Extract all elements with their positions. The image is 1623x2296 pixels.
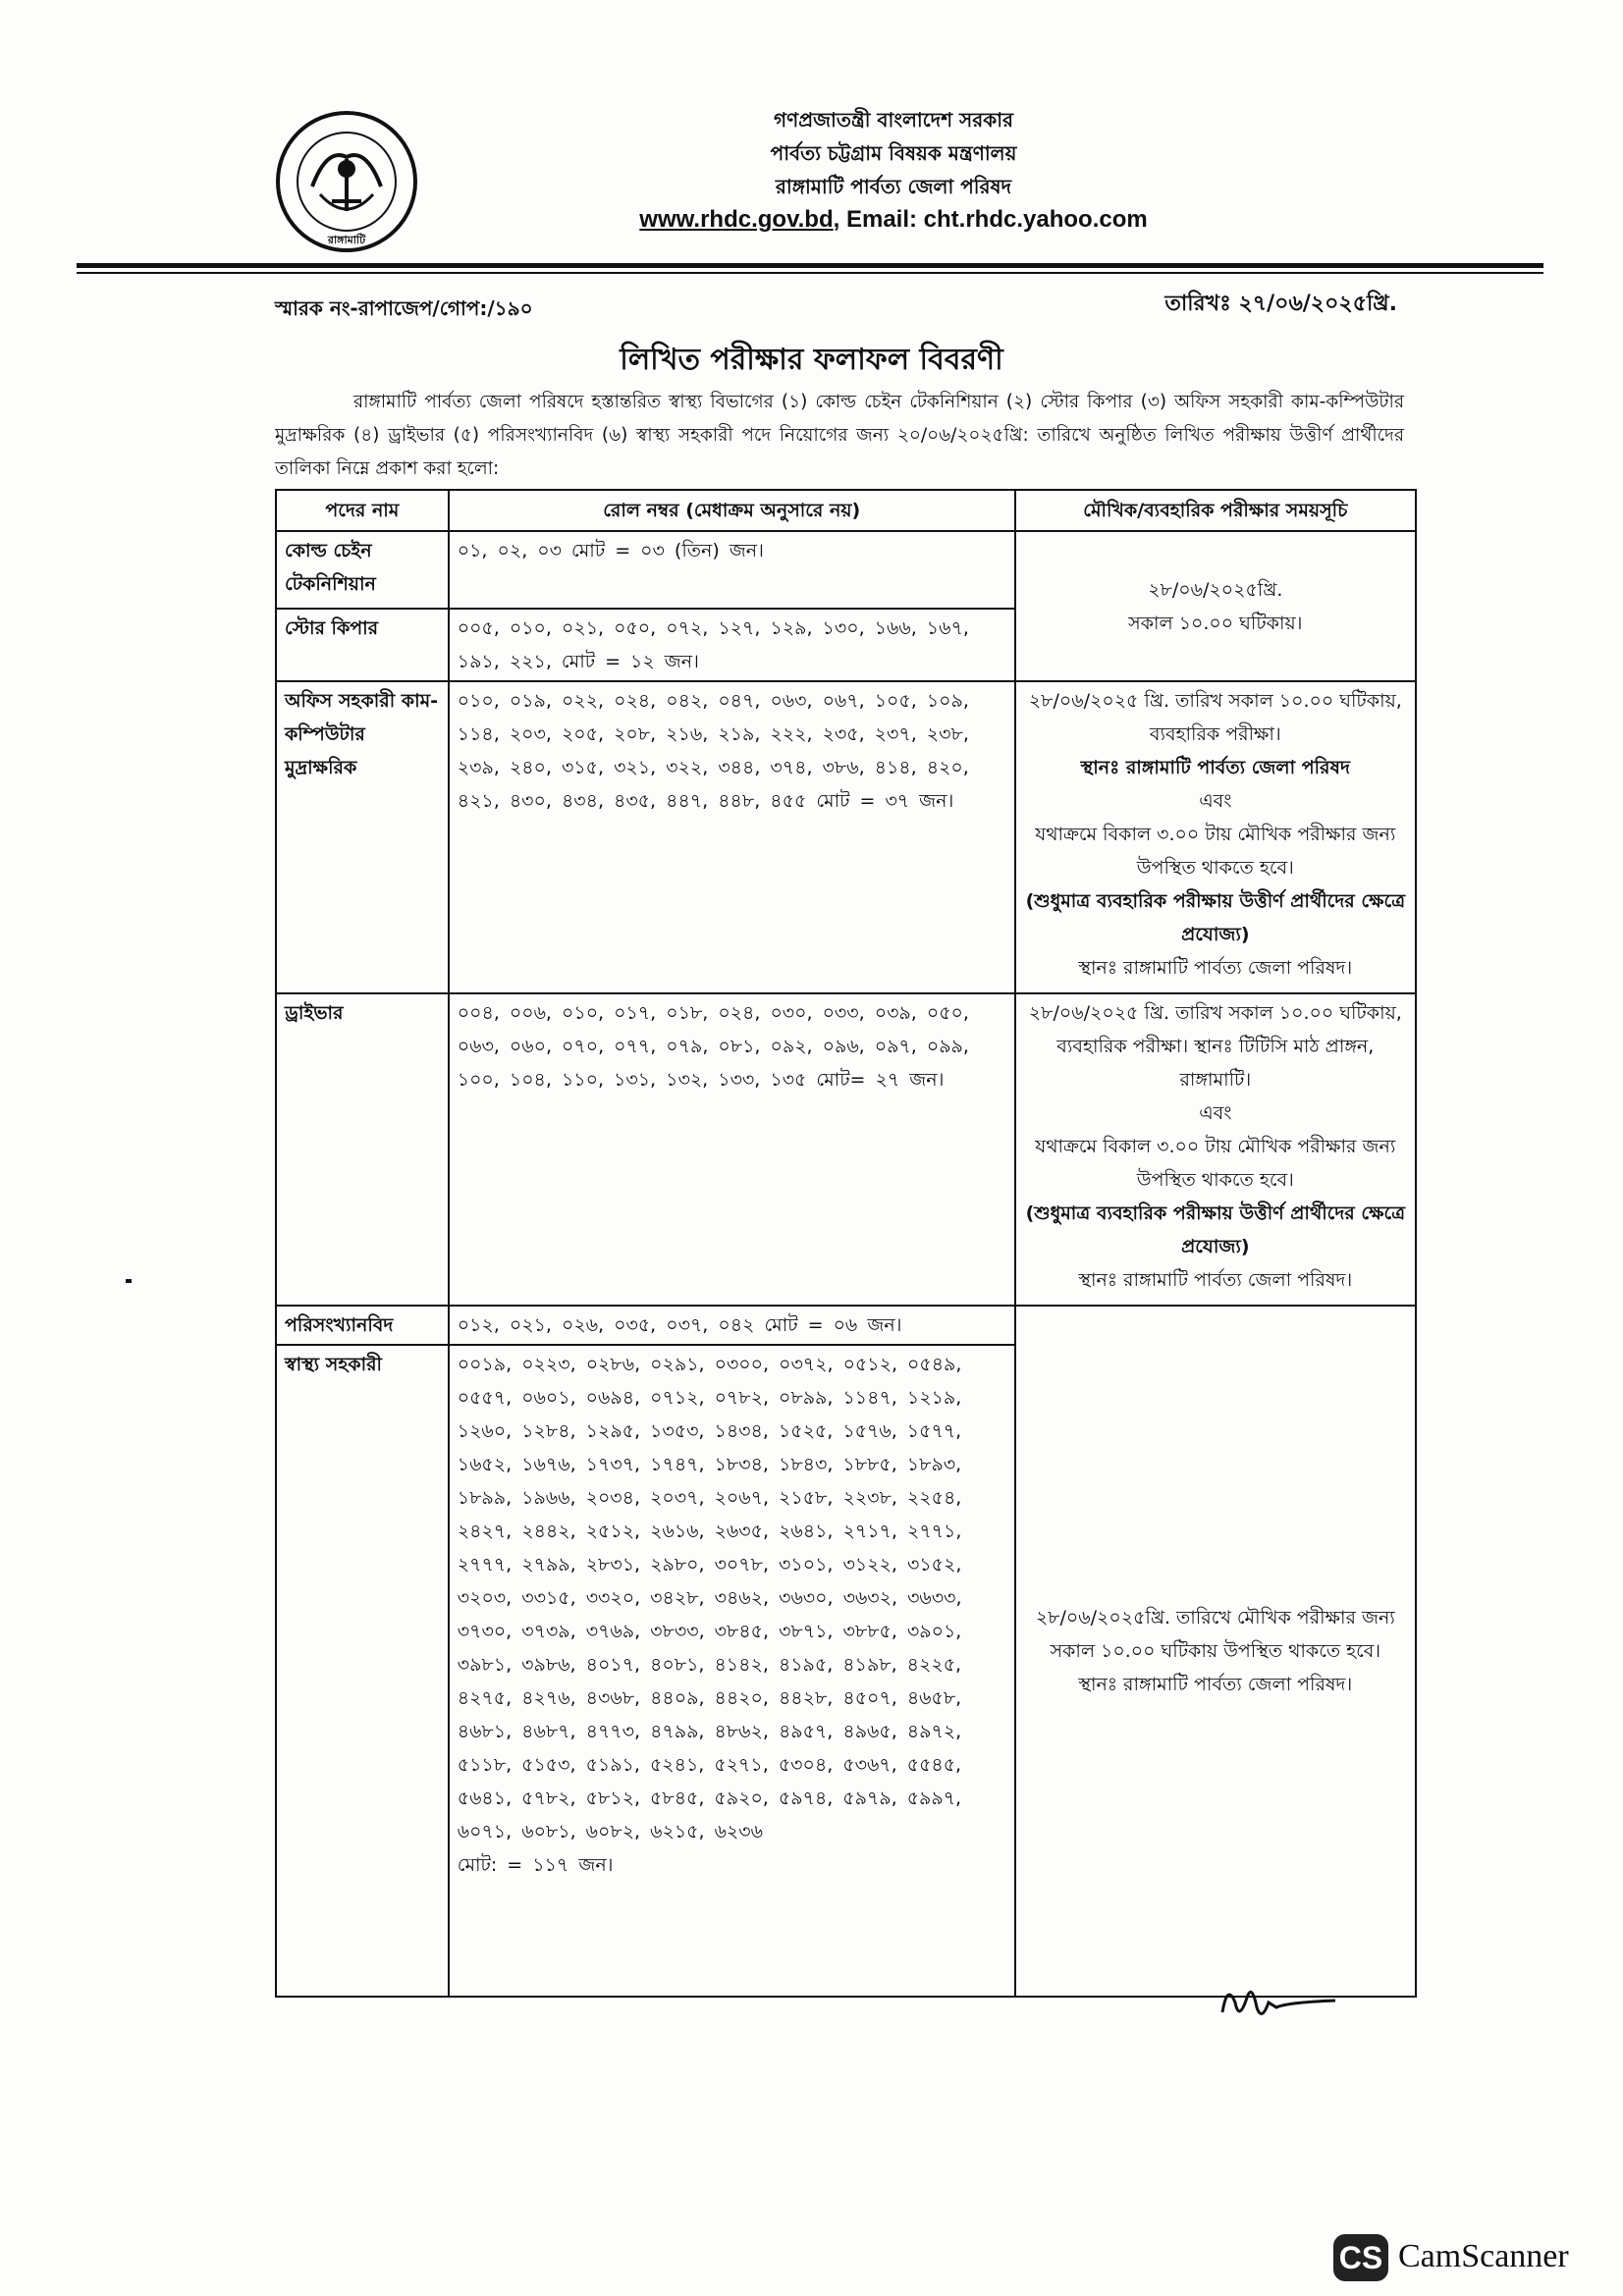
camscanner-name: CamScanner bbox=[1398, 2238, 1569, 2274]
roll-list: ০০১৯, ০২২৩, ০২৮৬, ০২৯১, ০৩০০, ০৩৭২, ০৫১২, ০৫৪৯, ০৫৫৭, ০৬০১, ০৬৯৪, ০৭১২, ০৭৮২, ০৮৯৯, ১১৪৭, ১২১৯, ১২৬০, ১২৮৪, ১২৯৫, ১৩৫৩, ১৪৩৪, ১৫২৫, ১৫৭৬, ১৫৭৭, ১৬৫২, ১৬৭৬, ১৭৩৭, ১৭৪৭, ১৮৩৪, ১৮৪৩, ১৮৮৫, ১৮৯৩, ১৮৯৯, ১৯৬৬, ২০৩৪, ২০৩৭, ২০৬৭, ২১৫৮, ২২৩৮, ২২৫৪, ২৪২৭, ২৪৪২, ২৫১২, ২৬১৬, ২৬৩৫, ২৬৪১, ২৭১৭, ২৭৭১, ২৭৭৭, ২৭৯৯, ২৮৩১, ২৯৮০, ৩০৭৮, ৩১০১, ৩১২২, ৩১৫২, ৩২০৩, ৩৩১৫, ৩৩২০, ৩৪২৮, ৩৪৬২, ৩৬৩০, ৩৬৩২, ৩৬৩৩, ৩৭৩০, ৩৭৩৯, ৩৭৬৯, ৩৮৩৩, ৩৮৪৫, ৩৮৭১, ৩৮৮৫, ৩৯০১, ৩৯৮১, ৩৯৮৬, ৪০১৭, ৪০৮১, ৪১৪২, ৪১৯৫, ৪১৯৮, ৪২২৫, ৪২৭৫, ৪২৭৬, ৪৩৬৮, ৪৪০৯, ৪৪২০, ৪৪২৮, ৪৫০৭, ৪৬৫৮, ৪৬৮১, ৪৬৮৭, ৪৭৭৩, ৪৭৯৯, ৪৮৬২, ৪৯৫৭, ৪৯৬৫, ৪৯৭২, ৫১১৮, ৫১৫৩, ৫১৯১, ৫২৪১, ৫২৭১, ৫৩০৪, ৫৩৬৭, ৫৫৪৫, ৫৬৪১, ৫৭৮২, ৫৮১২, ৫৮৪৫, ৫৯২০, ৫৯৭৪, ৫৯৭৯, ৫৯৯৭, ৬০৭১, ৬০৮১, ৬০৮২, ৬২১৫, ৬২৩৬ bbox=[457, 1354, 962, 1842]
website-link[interactable]: www.rhdc.gov.bd bbox=[639, 206, 834, 233]
issue-date: তারিখঃ ২৭/০৬/২০২৫খ্রি. bbox=[1164, 292, 1397, 316]
schedule-practical: ২৮/০৬/২০২৫ খ্রি. তারিখ সকাল ১০.০০ ঘটিকায়, ব্যবহারিক পরীক্ষা। স্থানঃ টিটিসি মাঠ প্রাঙ্গন, রাঙ্গামাটি। bbox=[1028, 1002, 1402, 1091]
schedule-venue: স্থানঃ রাঙ্গামাটি পার্বত্য জেলা পরিষদ। bbox=[1078, 1269, 1353, 1291]
table-row bbox=[276, 993, 1416, 1306]
header-post: পদের নাম bbox=[276, 490, 449, 531]
roll-numbers: ০০৪, ০০৬, ০১০, ০১৭, ০১৮, ০২৪, ০৩০, ০৩৩, ০৩৯, ০৫০, ০৬৩, ০৬০, ০৭০, ০৭৭, ০৭৯, ০৮১, ০৯২, ০৯৬, ০৯৭, ০৯৯, ১০০, ১০৪, ১১০, ১৩১, ১৩২, ১৩৩, ১৩৫ মোট= ২৭ জন। bbox=[449, 993, 1015, 1306]
results-table bbox=[275, 489, 1417, 1998]
header-line-council: রাঙ্গামাটি পার্বত্য জেলা পরিষদ bbox=[775, 175, 1012, 198]
schedule-cell bbox=[1015, 993, 1416, 1306]
schedule-and: এবং bbox=[1199, 1102, 1232, 1124]
schedule-date: ২৮/০৬/২০২৫খ্রি. bbox=[1148, 578, 1283, 601]
government-header bbox=[638, 103, 1149, 237]
schedule-viva: যথাক্রমে বিকাল ৩.০০ টায় মৌখিক পরীক্ষার জন্য উপস্থিত থাকতে হবে। bbox=[1035, 824, 1396, 879]
roll-numbers: ০১০, ০১৯, ০২২, ০২৪, ০৪২, ০৪৭, ০৬৩, ০৬৭, ১০৫, ১০৯, ১১৪, ২০৩, ২০৫, ২০৮, ২১৬, ২১৯, ২২২, ২৩৫, ২৩৭, ২৩৮, ২৩৯, ২৪০, ৩১৫, ৩২১, ৩২২, ৩৪৪, ৩৭৪, ৩৮৬, ৪১৪, ৪২০, ৪২১, ৪৩০, ৪৩৪, ৪৩৫, ৪৪৭, ৪৪৮, ৪৫৫ মোট = ৩৭ জন। bbox=[449, 681, 1015, 993]
schedule-cell bbox=[1015, 531, 1416, 681]
header-roll: রোল নম্বর (মেধাক্রম অনুসারে নয়) bbox=[449, 490, 1015, 531]
post-name: কোল্ড চেইন টেকনিশিয়ান bbox=[276, 531, 449, 609]
post-name: ড্রাইভার bbox=[276, 993, 449, 1306]
header-rule-thick bbox=[77, 263, 1543, 268]
post-name: স্বাস্থ্য সহকারী bbox=[276, 1345, 449, 1997]
signature bbox=[1217, 1973, 1345, 2032]
schedule-cell bbox=[1015, 681, 1416, 993]
scan-speck bbox=[126, 1279, 132, 1283]
schedule-and: এবং bbox=[1199, 790, 1232, 812]
memo-number: স্মারক নং-রাপাজেপ/গোপ:/১৯০ bbox=[275, 296, 533, 320]
camscanner-logo: CS bbox=[1333, 2234, 1388, 2281]
schedule-note: (শুধুমাত্র ব্যবহারিক পরীক্ষায় উত্তীর্ণ প্রার্থীদের ক্ষেত্রে প্রযোজ্য) bbox=[1025, 890, 1406, 945]
table-row bbox=[276, 531, 1416, 609]
post-name: অফিস সহকারী কাম-কম্পিউটার মুদ্রাক্ষরিক bbox=[276, 681, 449, 993]
schedule-time: সকাল ১০.০০ ঘটিকায়। bbox=[1128, 612, 1303, 634]
header-schedule: মৌখিক/ব্যবহারিক পরীক্ষার সময়সূচি bbox=[1015, 490, 1416, 531]
table-header-row bbox=[276, 490, 1416, 531]
schedule-venue: স্থানঃ রাঙ্গামাটি পার্বত্য জেলা পরিষদ bbox=[1080, 757, 1350, 778]
header-rule-thin bbox=[77, 272, 1543, 274]
council-seal-logo bbox=[273, 108, 420, 255]
roll-numbers: ০১, ০২, ০৩ মোট = ০৩ (তিন) জন। bbox=[449, 531, 1015, 609]
document-title: লিখিত পরীক্ষার ফলাফল বিবরণী bbox=[620, 343, 1003, 377]
schedule-venue-viva: স্থানঃ রাঙ্গামাটি পার্বত্য জেলা পরিষদ। bbox=[1078, 957, 1353, 979]
roll-numbers bbox=[449, 1345, 1015, 1997]
post-name: পরিসংখ্যানবিদ bbox=[276, 1306, 449, 1345]
schedule-viva: যথাক্রমে বিকাল ৩.০০ টায় মৌখিক পরীক্ষার জন্য উপস্থিত থাকতে হবে। bbox=[1035, 1136, 1396, 1191]
roll-numbers: ০০৫, ০১০, ০২১, ০৫০, ০৭২, ১২৭, ১২৯, ১৩০, ১৬৬, ১৬৭, ১৯১, ২২১, মোট = ১২ জন। bbox=[449, 609, 1015, 681]
roll-total: মোট: = ১১৭ জন। bbox=[457, 1854, 614, 1876]
seal-ring-text: রাঙ্গামাটি bbox=[327, 234, 366, 246]
schedule-practical: ২৮/০৬/২০২৫ খ্রি. তারিখ সকাল ১০.০০ ঘটিকায়, ব্যবহারিক পরীক্ষা। bbox=[1028, 690, 1402, 745]
schedule-venue: স্থানঃ রাঙ্গামাটি পার্বত্য জেলা পরিষদ। bbox=[1078, 1674, 1353, 1695]
email-text: , Email: cht.rhdc.yahoo.com bbox=[833, 206, 1148, 233]
schedule-cell bbox=[1015, 1306, 1416, 1997]
header-line-government: গণপ্রজাতন্ত্রী বাংলাদেশ সরকার bbox=[774, 108, 1013, 132]
intro-paragraph: রাঙ্গামাটি পার্বত্য জেলা পরিষদে হস্তান্তরিত স্বাস্থ্য বিভাগের (১) কোল্ড চেইন টেকনিশিয়ান (২) স্টোর কিপার (৩) অফিস সহকারী কাম-কম্পিউটার মুদ্রাক্ষরিক (৪) ড্রাইভার (৫) পরিসংখ্যানবিদ (৬) স্বাস্থ্য সহকারী পদে নিয়োগের জন্য ২০/০৬/২০২৫খ্রি: তারিখে অনুষ্ঠিত লিখিত পরীক্ষায় উত্তীর্ণ প্রার্থীদের তালিকা নিম্নে প্রকাশ করা হলো: bbox=[275, 392, 1404, 479]
schedule-viva: ২৮/০৬/২০২৫খ্রি. তারিখে মৌখিক পরীক্ষার জন্য সকাল ১০.০০ ঘটিকায় উপস্থিত থাকতে হবে। bbox=[1035, 1607, 1395, 1662]
header-line-ministry: পার্বত্য চট্টগ্রাম বিষয়ক মন্ত্রণালয় bbox=[770, 141, 1017, 165]
table-row bbox=[276, 1306, 1416, 1345]
post-name: স্টোর কিপার bbox=[276, 609, 449, 681]
roll-numbers: ০১২, ০২১, ০২৬, ০৩৫, ০৩৭, ০৪২ মোট = ০৬ জন। bbox=[449, 1306, 1015, 1345]
table-row bbox=[276, 681, 1416, 993]
contact-line bbox=[638, 203, 1149, 237]
schedule-note: (শুধুমাত্র ব্যবহারিক পরীক্ষায় উত্তীর্ণ প্রার্থীদের ক্ষেত্রে প্রযোজ্য) bbox=[1025, 1202, 1406, 1257]
